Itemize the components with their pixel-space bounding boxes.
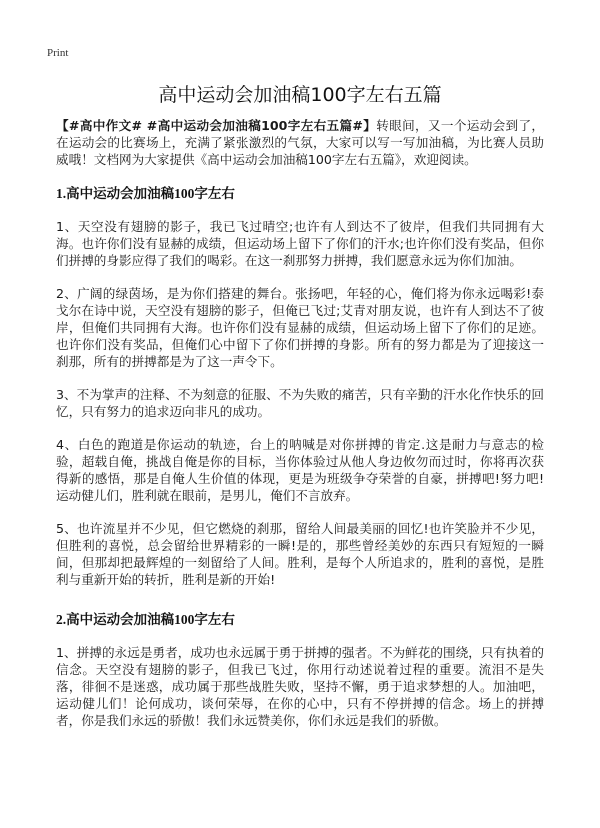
section-paragraph: 5、也许流星并不少见，但它燃烧的刹那，留给人间最美丽的回忆!也许笑脸并不少见，但胜利的喜悦，总会留给世界精彩的一瞬!是的，那些曾经美妙的东西只有短短的一瞬间，但那却把最辉煌的一刻留给了人间。胜利，是每个人所追求的，胜利的喜悦，是胜利与重新开始的转折，胜利是新的开始!: [56, 521, 544, 587]
section-paragraph: 4、白色的跑道是你运动的轨迹，台上的呐喊是对你拼搏的肯定.这是耐力与意志的检验，超载自俺，挑战自俺是你的目标，当你体验过从他人身边攸勿而过时，你将再次获得新的感悟，那是自俺人生价值的体现，更是为班级争夺荣誉的自豪，拼搏吧!努力吧!运动健儿们，胜利就在眼前，是男儿，俺们不言放弃。: [56, 437, 544, 503]
section-paragraph: 1、拼搏的永远是勇者，成功也永远属于勇于拼搏的强者。不为鲜花的围绕，只有执着的信念。天空没有翅膀的影子，但我已飞过，你用行动述说着过程的重要。流泪不是失落，徘徊不是迷惑，成功属于那些战胜失败，坚持不懈，勇于追求梦想的人。加油吧，运动健儿们！论何成功，谈何荣辱，在你的心中，只有不停拼搏的信念。场上的拼搏者，你是我们永远的骄傲！我们永远赞美你，你们永远是我们的骄傲。: [56, 645, 544, 728]
section-heading: 1.高中运动会加油稿100字左右: [56, 186, 235, 201]
intro-text: 转眼间，又一个运动会到了，在运动会的比赛场上，充满了紧张激烈的气氛，大家可以写一写加油稿，为比赛人员助威哦！文档网为大家提供《高中运动会加油稿100字左右五篇》，欢迎阅读。: [56, 118, 545, 167]
intro-tag: 【#高中作文# #高中运动会加油稿100字左右五篇#】: [56, 118, 377, 133]
document-title: 高中运动会加油稿100字左右五篇: [158, 84, 442, 106]
section-paragraph: 2、广阔的绿茵场，是为你们搭建的舞台。张扬吧，年轻的心，俺们将为你永远喝彩!泰戈尔在诗中说，天空没有翅膀的影子，但俺已飞过;艾青对朋友说，也许有人到达不了彼岸，但俺们共同拥有大海。也许你们没有显赫的成绩，但运动场上留下了你们的足迹。也许你们没有奖品，但俺们心中留下了你们拼搏的身影。所有的努力都是为了迎接这一刹那，所有的拼搏都是为了这一声令下。: [56, 286, 544, 369]
intro-paragraph: [56, 117, 544, 168]
document-body: [56, 117, 544, 745]
section-heading: 2.高中运动会加油稿100字左右: [56, 612, 235, 627]
section-paragraph: 1、天空没有翅膀的影子，我已飞过晴空;也许有人到达不了彼岸，但我们共同拥有大海。也许你们没有显赫的成绩，但运动场上留下了你们的汗水;也许你们没有奖品，但你们拼搏的身影应得了我们的喝彩。在这一刹那努力拼搏，我们愿意永远为你们加油。: [56, 219, 544, 268]
print-label: Print: [47, 47, 69, 59]
section-paragraph: 3、不为掌声的注释、不为刻意的征服、不为失败的痛苦，只有辛勤的汗水化作快乐的回忆，只有努力的追求迈向非凡的成功。: [56, 387, 544, 419]
